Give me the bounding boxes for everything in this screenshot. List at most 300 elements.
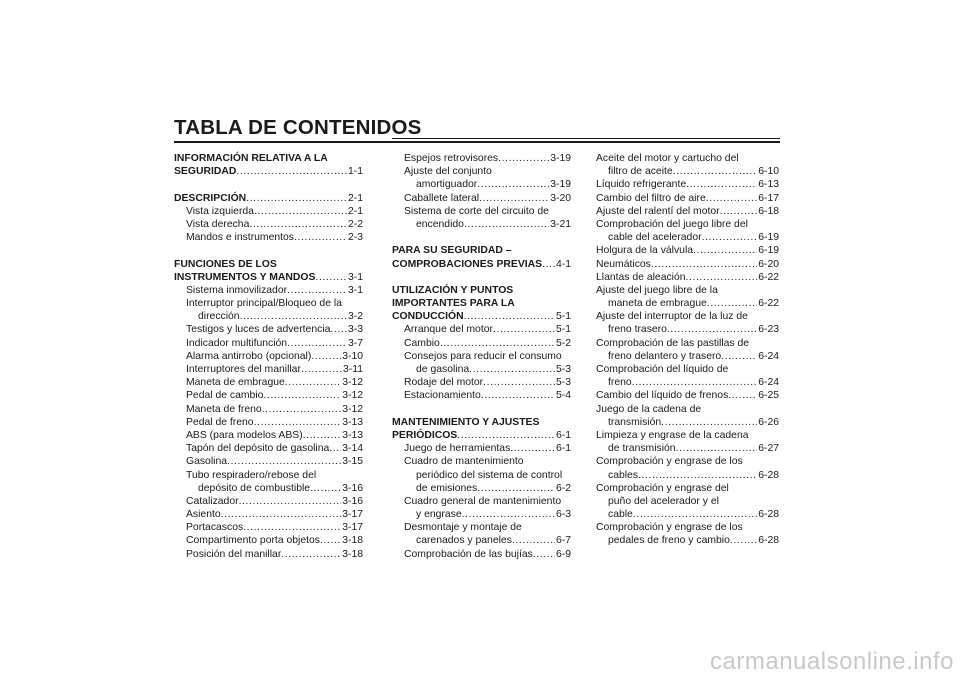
toc-entry[interactable]	[384, 548, 571, 561]
toc-entry[interactable]	[596, 310, 779, 323]
toc-section-entry[interactable]	[174, 152, 363, 165]
dot-leader	[287, 337, 347, 350]
toc-page-number: 2-2	[347, 218, 363, 230]
toc-entry-title: Holgura de la válvula	[596, 245, 694, 257]
toc-entry[interactable]	[596, 534, 779, 547]
dot-leader	[462, 508, 555, 521]
toc-page-number: 3-3	[347, 324, 363, 336]
toc-entry[interactable]	[596, 284, 779, 297]
toc-entry-title: Vista izquierda	[186, 205, 254, 217]
toc-spacer	[384, 271, 571, 284]
dot-leader	[542, 258, 555, 271]
toc-entry[interactable]	[384, 205, 571, 218]
dot-leader	[469, 363, 555, 376]
dot-leader	[285, 376, 341, 389]
toc-entry-title: Ajuste del ralentí del motor	[596, 205, 720, 217]
toc-entry-title: amortiguador	[416, 179, 478, 191]
dot-leader	[661, 416, 757, 429]
toc-entry-title: Cuadro general de mantenimiento	[404, 495, 562, 507]
toc-entry-title: UTILIZACIÓN Y PUNTOS	[392, 284, 514, 296]
toc-entry[interactable]	[596, 403, 779, 416]
toc-entry-title: Cambio	[404, 337, 440, 349]
toc-page-number: 6-20	[758, 258, 779, 270]
toc-entry-title: Estacionamiento	[404, 390, 481, 402]
toc-page-number: 6-10	[758, 166, 779, 178]
toc-entry[interactable]	[174, 363, 363, 376]
toc-entry[interactable]	[174, 297, 363, 310]
toc-page-number: 3-20	[550, 192, 571, 204]
dot-leader	[457, 429, 555, 442]
toc-page-number: 6-26	[758, 416, 779, 428]
toc-spacer	[174, 178, 363, 191]
toc-entry-title: Líquido refrigerante	[596, 179, 687, 191]
toc-entry[interactable]	[384, 389, 571, 402]
toc-entry[interactable]	[174, 548, 363, 561]
toc-entry[interactable]	[384, 363, 571, 376]
toc-entry-title: INSTRUMENTOS Y MANDOS	[174, 271, 316, 283]
toc-entry[interactable]	[174, 469, 363, 482]
toc-column-3	[596, 152, 779, 548]
toc-entry-title: Compartimento porta objetos	[186, 535, 320, 547]
toc-entry-title: COMPROBACIONES PREVIAS	[392, 258, 543, 270]
toc-page-number: 6-23	[758, 324, 779, 336]
dot-leader	[728, 389, 757, 402]
dot-leader	[477, 178, 549, 191]
toc-entry[interactable]	[174, 455, 363, 468]
toc-entry-title: MANTENIMIENTO Y AJUSTES	[392, 416, 540, 428]
toc-entry[interactable]	[384, 508, 571, 521]
toc-page-number: 6-1	[555, 443, 571, 455]
dot-leader	[686, 178, 757, 191]
dot-leader	[246, 192, 347, 205]
toc-entry-title: Desmontaje y montaje de	[404, 522, 522, 534]
toc-entry[interactable]	[384, 521, 571, 534]
toc-section-entry[interactable]	[174, 192, 363, 205]
toc-entry-title: Indicador multifunción	[186, 337, 288, 349]
toc-entry-title: IMPORTANTES PARA LA	[392, 298, 515, 310]
toc-entry-title: Posición del manillar	[186, 548, 282, 560]
toc-entry[interactable]	[384, 192, 571, 205]
toc-entry[interactable]	[596, 218, 779, 231]
toc-entry[interactable]	[596, 350, 779, 363]
toc-page-number: 5-3	[555, 364, 571, 375]
dot-leader	[667, 323, 757, 336]
toc-page-number: 6-28	[758, 535, 779, 547]
toc-entry[interactable]	[384, 495, 571, 508]
toc-page-number: 3-15	[342, 456, 363, 468]
toc-page-number: 3-18	[342, 535, 363, 547]
dot-leader	[236, 165, 347, 178]
toc-entry-title: puño del acelerador y el	[608, 495, 719, 507]
toc-entry-title: y engrase	[416, 509, 462, 521]
toc-section-entry[interactable]	[384, 297, 571, 310]
dot-leader	[301, 363, 342, 376]
toc-entry-title: Vista derecha	[186, 218, 250, 230]
toc-entry[interactable]	[384, 218, 571, 231]
toc-entry[interactable]	[384, 469, 571, 482]
toc-entry-title: Comprobación del juego libre del	[596, 218, 748, 230]
dot-leader	[329, 442, 341, 455]
toc-page-number: 2-1	[347, 192, 363, 204]
toc-entry-title: Limpieza y engrase de la cadena	[596, 429, 749, 441]
dot-leader	[464, 310, 555, 323]
toc-page-number: 4-1	[555, 258, 571, 270]
toc-entry-title: Cambio del líquido de frenos	[596, 390, 729, 402]
dot-leader	[707, 297, 757, 310]
toc-entry[interactable]	[174, 403, 363, 416]
toc-entry[interactable]	[174, 429, 363, 442]
dot-leader	[533, 548, 555, 561]
toc-entry-title: Arranque del motor	[404, 324, 493, 336]
toc-entry[interactable]	[174, 442, 363, 455]
toc-page-number: 6-22	[758, 271, 779, 283]
dot-leader	[294, 231, 347, 244]
toc-entry[interactable]	[596, 165, 779, 178]
dot-leader	[239, 495, 342, 508]
toc-page-number: 2-1	[347, 205, 363, 217]
toc-entry-title: Sistema inmovilizador	[186, 284, 288, 296]
toc-entry[interactable]	[174, 416, 363, 429]
toc-entry[interactable]	[384, 455, 571, 468]
dot-leader	[440, 337, 555, 350]
toc-entry-title: Maneta de embrague	[186, 377, 285, 389]
toc-entry[interactable]	[174, 521, 363, 534]
toc-page-number: 3-17	[342, 522, 363, 534]
toc-page-number: 3-2	[347, 311, 363, 323]
toc-entry[interactable]	[384, 165, 571, 178]
toc-entry[interactable]	[174, 482, 363, 495]
dot-leader	[263, 389, 341, 402]
toc-page-number: 6-25	[758, 390, 779, 402]
dot-leader	[281, 548, 341, 561]
toc-section-entry[interactable]	[384, 310, 571, 323]
toc-page-number: 6-9	[555, 548, 571, 560]
toc-entry-title: INFORMACIÓN RELATIVA A LA	[174, 153, 328, 164]
dot-leader	[310, 482, 341, 495]
dot-leader	[730, 534, 757, 547]
toc-entry-title: cable del acelerador	[608, 232, 702, 244]
toc-entry-title: Alarma antirrobo (opcional)	[186, 350, 312, 362]
dot-leader	[510, 442, 555, 455]
toc-entry[interactable]	[596, 363, 779, 376]
toc-page-number: 3-10	[342, 350, 363, 362]
dot-leader	[227, 455, 341, 468]
toc-page-number: 3-11	[342, 364, 363, 375]
toc-entry[interactable]	[596, 495, 779, 508]
toc-entry-title: PARA SU SEGURIDAD –	[392, 245, 512, 257]
toc-entry-title: carenados y paneles	[416, 535, 512, 547]
toc-page-number: 6-22	[758, 298, 779, 310]
toc-page-number: 3-19	[550, 153, 571, 164]
toc-entry-title: freno	[608, 377, 632, 389]
toc-entry-title: cable	[608, 509, 633, 521]
toc-page-number: 3-12	[342, 403, 363, 415]
toc-entry-title: Portacascos	[186, 522, 244, 534]
toc-page-number: 5-3	[555, 377, 571, 389]
toc-page-number: 3-12	[342, 377, 363, 389]
toc-entry-title: Comprobación del líquido de	[596, 364, 729, 375]
toc-entry-title: Ajuste del juego libre de la	[596, 284, 718, 296]
dot-leader	[651, 258, 757, 271]
toc-page-number: 3-17	[342, 509, 363, 521]
toc-page-number: 3-18	[342, 548, 363, 560]
toc-entry[interactable]	[384, 178, 571, 191]
toc-page-number: 6-24	[758, 350, 779, 362]
toc-page-number: 1-1	[347, 166, 363, 178]
toc-entry[interactable]	[174, 323, 363, 336]
toc-page-number: 3-14	[342, 443, 363, 455]
toc-page-number: 3-13	[342, 429, 363, 441]
toc-entry-title: Comprobación y engrase de los	[596, 456, 743, 468]
toc-entry-title: de emisiones	[416, 482, 478, 494]
toc-entry-title: Interruptor principal/Bloqueo de la	[186, 298, 342, 310]
toc-entry[interactable]	[596, 482, 779, 495]
toc-entry[interactable]	[596, 297, 779, 310]
toc-page-number: 5-2	[555, 337, 571, 349]
toc-entry-title: periódico del sistema de control	[416, 469, 563, 481]
dot-leader	[493, 323, 555, 336]
toc-section-entry[interactable]	[384, 416, 571, 429]
toc-entry[interactable]	[596, 244, 779, 257]
dot-leader	[330, 323, 347, 336]
toc-entry[interactable]	[596, 152, 779, 165]
toc-page-number: 5-4	[555, 390, 571, 402]
dot-leader	[303, 429, 342, 442]
dot-leader	[673, 165, 758, 178]
toc-entry[interactable]	[174, 350, 363, 363]
toc-page-number: 3-13	[342, 416, 363, 428]
toc-entry-title: dirección	[198, 311, 240, 323]
toc-entry-title: Juego de herramientas	[404, 443, 511, 455]
toc-entry-title: freno trasero	[608, 324, 667, 336]
toc-page-number: 3-7	[347, 337, 363, 349]
toc-entry-title: Llantas de aleación	[596, 271, 686, 283]
toc-entry-title: Pedal de freno	[186, 416, 254, 428]
toc-entry-title: Comprobación y engrase del	[596, 482, 729, 494]
toc-entry[interactable]	[596, 389, 779, 402]
toc-section-entry[interactable]	[174, 258, 363, 271]
dot-leader	[221, 508, 342, 521]
dot-leader	[721, 350, 757, 363]
toc-entry[interactable]	[174, 534, 363, 547]
page-title: TABLA DE CONTENIDOS	[174, 116, 422, 139]
toc-entry[interactable]	[174, 205, 363, 218]
toc-entry[interactable]	[384, 534, 571, 547]
toc-section-entry[interactable]	[384, 284, 571, 297]
dot-leader	[676, 442, 758, 455]
toc-entry-title: Mandos e instrumentos	[186, 232, 295, 244]
toc-entry-title: Testigos y luces de advertencia	[186, 324, 331, 336]
toc-entry[interactable]	[384, 323, 571, 336]
toc-page-number: 3-19	[550, 179, 571, 191]
toc-page-number: 6-27	[758, 443, 779, 455]
toc-entry-title: Sistema de corte del circuito de	[404, 205, 549, 217]
toc-column-2	[384, 152, 571, 561]
toc-entry[interactable]	[596, 192, 779, 205]
dot-leader	[702, 231, 758, 244]
dot-leader	[477, 482, 555, 495]
toc-entry-title: encendido	[416, 218, 464, 230]
dot-leader	[693, 244, 757, 257]
dot-leader	[638, 469, 757, 482]
toc-entry[interactable]	[384, 152, 571, 165]
dot-leader	[464, 218, 549, 231]
dot-leader	[320, 534, 341, 547]
toc-entry-title: PERIÓDICOS	[392, 429, 458, 441]
toc-entry[interactable]	[596, 442, 779, 455]
toc-section-entry[interactable]	[384, 429, 571, 442]
toc-page-number: 6-2	[555, 482, 571, 494]
toc-page-number: 6-7	[555, 535, 571, 547]
toc-section-entry[interactable]	[384, 258, 571, 271]
toc-entry-title: CONDUCCIÓN	[392, 311, 464, 323]
toc-entry[interactable]	[174, 508, 363, 521]
watermark: carmanualsonline.info	[710, 648, 954, 675]
dot-leader	[249, 218, 347, 231]
toc-entry[interactable]	[596, 416, 779, 429]
dot-leader	[512, 534, 555, 547]
toc-entry-title: Pedal de cambio	[186, 390, 264, 402]
dot-leader	[686, 271, 758, 284]
toc-entry-title: Gasolina	[186, 456, 228, 468]
dot-leader	[720, 205, 758, 218]
toc-entry[interactable]	[596, 429, 779, 442]
toc-page-number: 2-3	[347, 232, 363, 244]
toc-entry-title: Comprobación y engrase de los	[596, 522, 743, 534]
toc-entry[interactable]	[174, 376, 363, 389]
toc-entry-title: Interruptores del manillar	[186, 364, 301, 375]
toc-entry-title: Comprobación de las pastillas de	[596, 337, 750, 349]
toc-section-entry[interactable]	[384, 244, 571, 257]
toc-entry-title: Neumáticos	[596, 258, 651, 270]
toc-spacer	[174, 244, 363, 257]
toc-entry-title: Catalizador	[186, 495, 239, 507]
title-rule-thin	[392, 138, 780, 139]
toc-page-number: 3-1	[347, 284, 363, 296]
dot-leader	[254, 205, 347, 218]
toc-entry-title: maneta de embrague	[608, 298, 707, 310]
dot-leader	[633, 508, 757, 521]
toc-entry-title: Ajuste del conjunto	[404, 166, 492, 178]
toc-entry-title: FUNCIONES DE LOS	[174, 258, 277, 270]
toc-entry[interactable]	[174, 337, 363, 350]
toc-section-entry[interactable]	[174, 165, 363, 178]
toc-page-number: 3-1	[347, 271, 363, 283]
toc-entry-title: Ajuste del interruptor de la luz de	[596, 311, 748, 323]
toc-section-entry[interactable]	[174, 271, 363, 284]
toc-entry-title: Tapón del depósito de gasolina	[186, 443, 330, 455]
toc-entry-title: depósito de combustible	[198, 482, 311, 494]
toc-entry-title: de gasolina	[416, 364, 470, 375]
toc-entry[interactable]	[174, 284, 363, 297]
dot-leader	[706, 192, 757, 205]
toc-entry-title: pedales de freno y cambio	[608, 535, 730, 547]
toc-entry[interactable]	[174, 231, 363, 244]
toc-entry-title: Juego de la cadena de	[596, 403, 702, 415]
toc-entry[interactable]	[174, 218, 363, 231]
toc-page-number: 3-16	[342, 482, 363, 494]
toc-entry[interactable]	[384, 376, 571, 389]
toc-entry[interactable]	[596, 205, 779, 218]
toc-page-number: 3-16	[342, 495, 363, 507]
dot-leader	[240, 310, 347, 323]
toc-entry[interactable]	[596, 521, 779, 534]
toc-entry[interactable]	[596, 469, 779, 482]
toc-entry-title: de transmisión	[608, 443, 676, 455]
toc-entry[interactable]	[384, 442, 571, 455]
toc-entry[interactable]	[596, 178, 779, 191]
toc-entry-title: Cuadro de mantenimiento	[404, 456, 524, 468]
toc-page-number: 5-1	[555, 311, 571, 323]
toc-entry-title: freno delantero y trasero	[608, 350, 722, 362]
toc-entry-title: filtro de aceite	[608, 166, 673, 178]
dot-leader	[243, 521, 341, 534]
toc-entry[interactable]	[384, 482, 571, 495]
dot-leader	[262, 403, 342, 416]
toc-entry[interactable]	[596, 337, 779, 350]
toc-page-number: 6-24	[758, 377, 779, 389]
toc-page-number: 6-13	[758, 179, 779, 191]
toc-entry[interactable]	[596, 376, 779, 389]
toc-page-number: 6-17	[758, 192, 779, 204]
toc-page-number: 6-19	[758, 232, 779, 244]
toc-entry[interactable]	[596, 508, 779, 521]
toc-spacer	[384, 231, 571, 244]
toc-entry[interactable]	[384, 337, 571, 350]
toc-entry-title: DESCRIPCIÓN	[174, 192, 247, 204]
dot-leader	[479, 192, 549, 205]
dot-leader	[498, 152, 549, 165]
toc-entry[interactable]	[596, 455, 779, 468]
toc-page-number: 6-28	[758, 509, 779, 521]
toc-entry-title: Maneta de freno	[186, 403, 262, 415]
toc-page-number: 3-21	[550, 218, 571, 230]
dot-leader	[311, 350, 341, 363]
dot-leader	[632, 376, 758, 389]
toc-entry-title: Aceite del motor y cartucho del	[596, 153, 739, 164]
toc-spacer	[384, 403, 571, 416]
toc-entry[interactable]	[174, 389, 363, 402]
toc-entry[interactable]	[596, 271, 779, 284]
toc-entry-title: Tubo respiradero/rebose del	[186, 469, 317, 481]
toc-entry-title: Rodaje del motor	[404, 377, 484, 389]
toc-entry-title: SEGURIDAD	[174, 166, 237, 178]
toc-entry-title: transmisión	[608, 416, 662, 428]
toc-page-number: 5-1	[555, 324, 571, 336]
dot-leader	[481, 389, 555, 402]
dot-leader	[287, 284, 347, 297]
toc-page-number: 3-12	[342, 390, 363, 402]
toc-entry[interactable]	[596, 231, 779, 244]
toc-entry-title: Consejos para reducir el consumo	[404, 350, 562, 362]
toc-entry[interactable]	[174, 310, 363, 323]
dot-leader	[254, 416, 342, 429]
toc-entry[interactable]	[384, 350, 571, 363]
toc-page-number: 6-18	[758, 205, 779, 217]
toc-entry[interactable]	[596, 258, 779, 271]
toc-entry[interactable]	[596, 323, 779, 336]
toc-entry-title: Cambio del filtro de aire	[596, 192, 706, 204]
toc-entry-title: ABS (para modelos ABS)	[186, 429, 303, 441]
toc-entry[interactable]	[174, 495, 363, 508]
toc-entry-title: cables	[608, 469, 639, 481]
toc-column-1	[174, 152, 363, 561]
title-rule	[174, 141, 780, 143]
toc-page-number: 6-19	[758, 245, 779, 257]
toc-page-number: 6-1	[555, 429, 571, 441]
toc-entry-title: Comprobación de las bujías	[404, 548, 533, 560]
toc-entry-title: Espejos retrovisores	[404, 153, 499, 164]
